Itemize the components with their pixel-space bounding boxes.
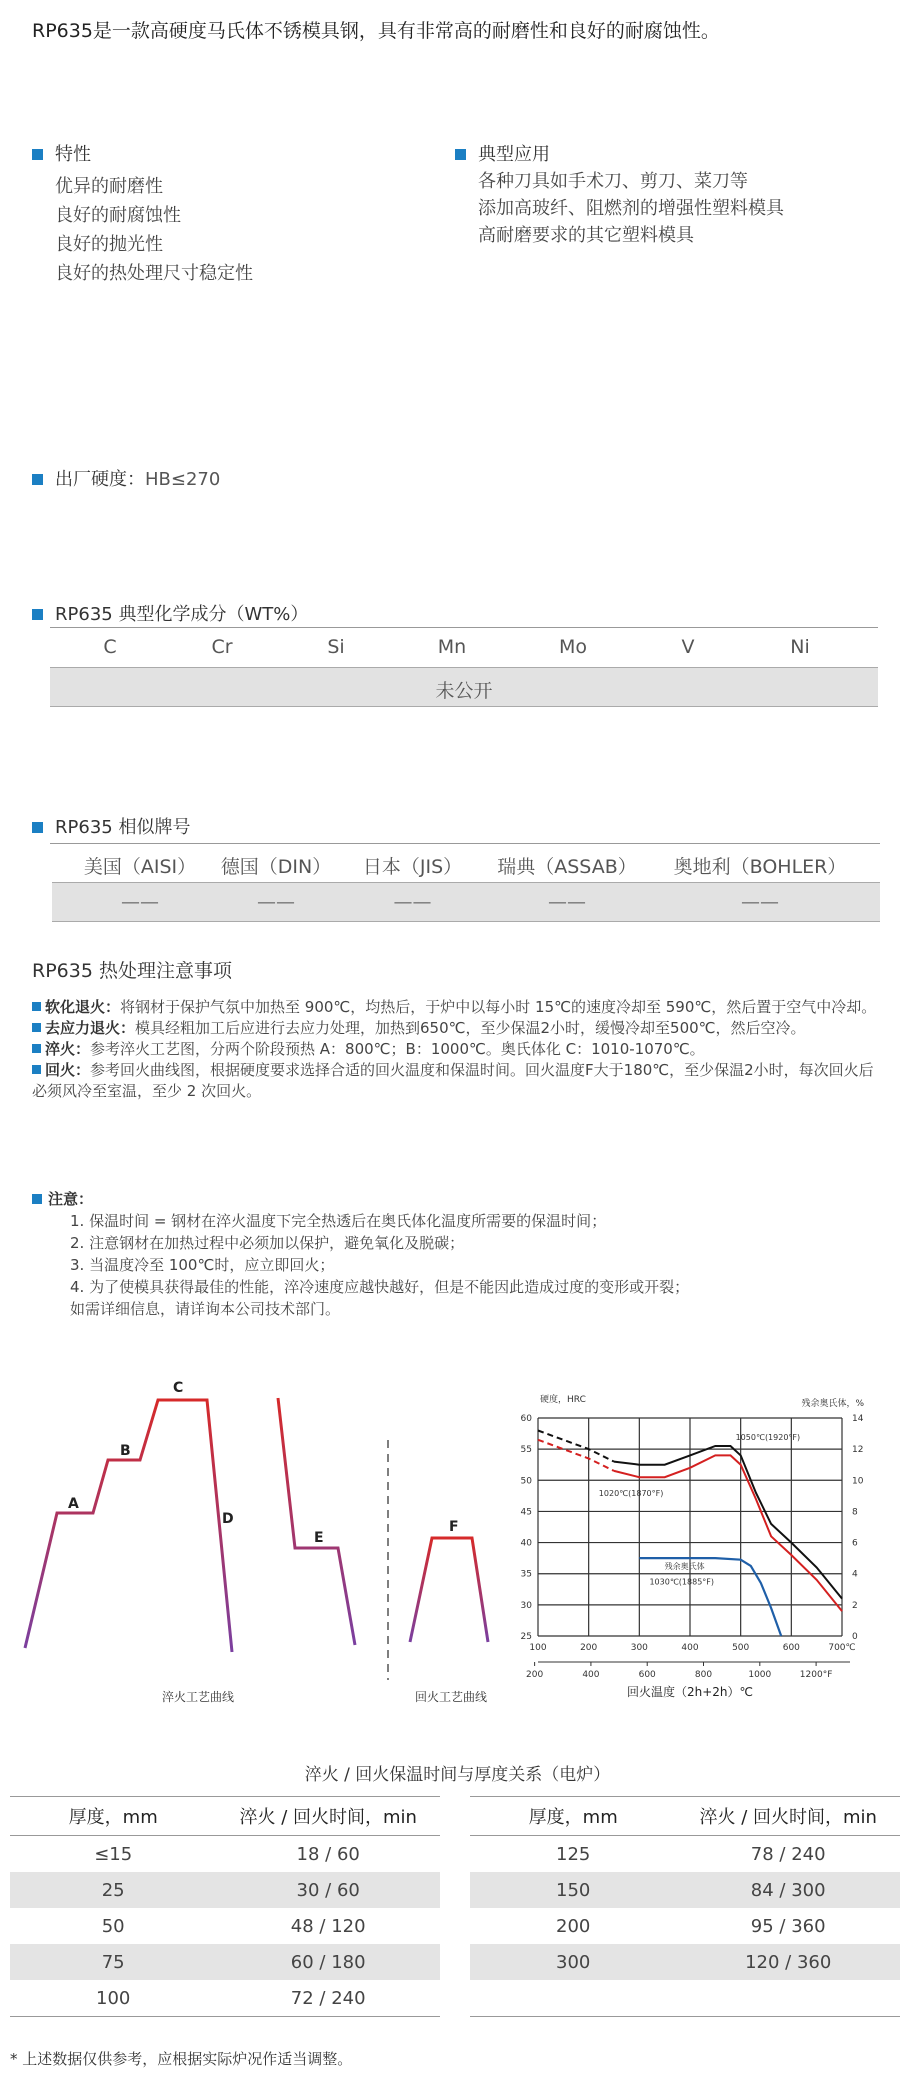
bullet-square-icon bbox=[455, 149, 466, 160]
x-tick-label: 700℃ bbox=[828, 1643, 856, 1653]
table-cell: ≤15 bbox=[94, 1843, 133, 1865]
hardness-line bbox=[32, 465, 220, 491]
column-header: 奥地利（BOHLER） bbox=[673, 856, 847, 878]
column-header: C bbox=[103, 636, 117, 658]
column-header: 日本（JIS） bbox=[362, 856, 463, 878]
hardness-label: 出厂硬度： bbox=[55, 469, 145, 490]
features-title: 特性 bbox=[55, 144, 91, 165]
note-line: 4. 为了使模具获得最佳的性能，淬冷速度应越快越好，但是不能因此造成过度的变形或开裂； bbox=[70, 1278, 690, 1296]
grades-title: RP635 相似牌号 bbox=[55, 817, 191, 838]
list-item bbox=[32, 1018, 882, 1039]
stage-label: A bbox=[68, 1496, 79, 1512]
list-item bbox=[32, 997, 882, 1018]
applications-title: 典型应用 bbox=[478, 144, 550, 165]
x-axis-title: 回火温度（2h+2h）℃ bbox=[626, 1685, 754, 1699]
table-cell: 78 / 240 bbox=[750, 1843, 826, 1865]
table-cell: 84 / 300 bbox=[676, 1872, 900, 1908]
table-cell: 18 / 60 bbox=[296, 1843, 360, 1865]
column-header: 淬火 / 回火时间，min bbox=[676, 1797, 900, 1836]
stage-label: C bbox=[173, 1380, 184, 1396]
series-line-blue bbox=[639, 1558, 781, 1636]
hardness-value: HB≤270 bbox=[145, 469, 221, 490]
annotation: 1050℃(1920°F) bbox=[735, 1432, 801, 1442]
f-tick-label: 600 bbox=[638, 1670, 656, 1680]
f-tick-label: 400 bbox=[582, 1670, 600, 1680]
column-header: Cr bbox=[211, 636, 233, 658]
list-item: 良好的热处理尺寸稳定性 bbox=[55, 263, 253, 284]
y2-tick-label: 2 bbox=[852, 1600, 858, 1611]
list-item bbox=[32, 1039, 882, 1060]
table-row bbox=[10, 1908, 440, 1944]
table-row bbox=[10, 1836, 440, 1873]
column-header: Si bbox=[327, 636, 345, 658]
list-item: 各种刀具如手术刀、剪刀、菜刀等 bbox=[478, 171, 748, 192]
note-line: 1. 保温时间 = 钢材在淬火温度下完全热透后在奥氏体化温度所需要的保温时间； bbox=[70, 1212, 607, 1230]
applications-section bbox=[455, 140, 784, 249]
applications-list bbox=[478, 168, 784, 249]
y-tick-label: 30 bbox=[520, 1600, 532, 1611]
table-row bbox=[470, 1908, 900, 1944]
table-cell bbox=[676, 1980, 900, 2017]
column-header: 厚度，mm bbox=[470, 1797, 676, 1836]
table-cell: 125 bbox=[556, 1843, 591, 1865]
table-rule bbox=[50, 627, 878, 628]
bullet-square-icon bbox=[32, 1002, 41, 1011]
quench-curve bbox=[25, 1400, 232, 1652]
table-cell: —— bbox=[548, 891, 586, 913]
table-cell: 75 bbox=[10, 1944, 216, 1980]
bullet-square-icon bbox=[32, 822, 43, 833]
column-header: 美国（AISI） bbox=[83, 856, 197, 878]
table-cell: 50 bbox=[101, 1915, 125, 1937]
y-tick-label: 45 bbox=[520, 1507, 532, 1518]
series-line-black bbox=[614, 1446, 842, 1599]
x-tick-label: 200 bbox=[580, 1643, 598, 1653]
table-cell: 72 / 240 bbox=[216, 1980, 440, 2017]
x-tick-label: 500 bbox=[732, 1643, 750, 1653]
bullet-square-icon bbox=[32, 1044, 41, 1053]
f-tick-label: 200 bbox=[526, 1670, 544, 1680]
table-cell bbox=[470, 1980, 676, 2017]
footnote: * 上述数据仅供参考，应根据实际炉况作适当调整。 bbox=[10, 2050, 353, 2068]
bullet-square-icon bbox=[32, 1023, 41, 1032]
x-tick-label: 300 bbox=[630, 1643, 648, 1653]
thickness-table-title: 淬火 / 回火保温时间与厚度关系（电炉） bbox=[304, 1765, 611, 1785]
table-cell: —— bbox=[121, 891, 159, 913]
notes-section bbox=[32, 1188, 689, 1320]
table-row bbox=[10, 1944, 440, 1980]
table-row bbox=[470, 1980, 900, 2017]
x-tick-label: 100 bbox=[529, 1643, 547, 1653]
y2-tick-label: 8 bbox=[852, 1507, 858, 1518]
table-cell: 150 bbox=[470, 1872, 676, 1908]
intro-text: RP635是一款高硬度马氏体不锈模具钢，具有非常高的耐磨性和良好的耐腐蚀性。 bbox=[32, 20, 720, 42]
table-row bbox=[10, 1872, 440, 1908]
table-cell: 60 / 180 bbox=[216, 1944, 440, 1980]
item-text: 参考回火曲线图，根据硬度要求选择合适的回火温度和保温时间。回火温度F大于180℃，至少保温2小时，每次回火后必须风冷至室温，至少 2 次回火。 bbox=[32, 1061, 874, 1100]
column-header: Mo bbox=[558, 636, 588, 658]
column-header: 德国（DIN） bbox=[220, 856, 332, 878]
series-line-black-dashed bbox=[538, 1431, 614, 1462]
column-header: 瑞典（ASSAB） bbox=[497, 856, 637, 878]
f-tick-label: 1000 bbox=[748, 1670, 772, 1680]
bullet-square-icon bbox=[32, 149, 43, 160]
series-line-red bbox=[614, 1455, 842, 1611]
features-section bbox=[32, 140, 253, 288]
list-item: 优异的耐磨性 bbox=[55, 176, 163, 197]
stage-label: D bbox=[222, 1511, 234, 1527]
heat-treatment-list bbox=[32, 997, 882, 1102]
note-line: 3. 当温度冷至 100℃时，应立即回火； bbox=[70, 1256, 335, 1274]
table-cell: 100 bbox=[10, 1980, 216, 2017]
temper-curve-f bbox=[410, 1538, 488, 1642]
table-cell: —— bbox=[393, 891, 432, 913]
column-header: 淬火 / 回火时间，min bbox=[216, 1797, 440, 1836]
table-row bbox=[470, 1872, 900, 1908]
table-row bbox=[470, 1836, 900, 1873]
thickness-table-left bbox=[10, 1796, 440, 2017]
item-label: 去应力退火： bbox=[45, 1019, 136, 1037]
bullet-square-icon bbox=[32, 609, 43, 620]
column-header: 厚度，mm bbox=[10, 1797, 216, 1836]
y-axis-title: 硬度，HRC bbox=[540, 1395, 586, 1405]
bullet-square-icon bbox=[32, 1065, 41, 1074]
bullet-square-icon bbox=[32, 474, 43, 485]
stage-label: F bbox=[449, 1519, 459, 1535]
item-label: 软化退火： bbox=[45, 998, 121, 1016]
composition-title-line bbox=[32, 600, 308, 626]
column-header: Mn bbox=[437, 636, 467, 658]
item-text: 参考淬火工艺图，分两个阶段预热 A：800℃；B：1000℃。奥氏体化 C：1010-1070℃。 bbox=[90, 1040, 705, 1058]
table-rule bbox=[50, 843, 880, 844]
table-cell: 48 / 120 bbox=[290, 1915, 366, 1937]
annotation: 残余奥氏体 bbox=[664, 1562, 705, 1572]
table-header-row bbox=[10, 1797, 440, 1836]
list-item: 良好的耐腐蚀性 bbox=[55, 205, 181, 226]
y-tick-label: 55 bbox=[520, 1445, 532, 1456]
thickness-table-right bbox=[470, 1796, 900, 2017]
y2-tick-label: 0 bbox=[852, 1632, 858, 1642]
y-tick-label: 50 bbox=[520, 1476, 532, 1487]
temper-curve-e bbox=[278, 1398, 355, 1645]
f-tick-label: 800 bbox=[694, 1670, 713, 1680]
list-item: 高耐磨要求的其它塑料模具 bbox=[478, 225, 694, 246]
grades-title-line bbox=[32, 813, 190, 839]
features-list bbox=[55, 172, 253, 288]
table-cell: 200 bbox=[556, 1915, 591, 1937]
table-row bbox=[470, 1944, 900, 1980]
table-header-row bbox=[470, 1797, 900, 1836]
annotation: 1030℃(1885°F) bbox=[649, 1577, 715, 1587]
f-tick-label: 1200°F bbox=[799, 1670, 833, 1680]
item-label: 淬火： bbox=[45, 1040, 91, 1058]
item-text: 模具经粗加工后应进行去应力处理，加热到650℃，至少保温2小时，缓慢冷却至500℃，然后空冷。 bbox=[135, 1019, 806, 1037]
notes-title: 注意： bbox=[48, 1190, 94, 1208]
composition-title: RP635 典型化学成分（WT%） bbox=[55, 604, 309, 625]
y-tick-label: 40 bbox=[520, 1538, 532, 1549]
bullet-square-icon bbox=[32, 1194, 42, 1204]
y-tick-label: 60 bbox=[520, 1414, 532, 1424]
column-header: V bbox=[681, 636, 695, 658]
table-row bbox=[10, 1980, 440, 2017]
table-cell: 120 / 360 bbox=[676, 1944, 900, 1980]
table-cell: 25 bbox=[10, 1872, 216, 1908]
y2-tick-label: 12 bbox=[852, 1445, 864, 1456]
x-tick-label: 400 bbox=[681, 1643, 699, 1653]
annotation: 1020℃(1870°F) bbox=[598, 1488, 664, 1498]
x-tick-label: 600 bbox=[782, 1643, 800, 1653]
tempering-chart bbox=[500, 1378, 880, 1708]
quench-caption: 淬火工艺曲线 bbox=[162, 1690, 235, 1704]
y-tick-label: 35 bbox=[520, 1569, 532, 1580]
process-diagram bbox=[0, 1360, 500, 1720]
stage-label: B bbox=[120, 1443, 131, 1459]
note-line: 如需详细信息，请详询本公司技术部门。 bbox=[70, 1300, 341, 1318]
table-cell: 300 bbox=[470, 1944, 676, 1980]
y-tick-label: 25 bbox=[520, 1632, 532, 1642]
table-cell: 95 / 360 bbox=[750, 1915, 826, 1937]
y2-tick-label: 10 bbox=[852, 1476, 864, 1487]
column-header: Ni bbox=[790, 636, 810, 658]
temper-caption: 回火工艺曲线 bbox=[415, 1690, 488, 1704]
y2-tick-label: 6 bbox=[852, 1538, 858, 1549]
item-text: 将钢材于保护气氛中加热至 900℃，均热后，于炉中以每小时 15℃的速度冷却至 590℃，然后置于空气中冷却。 bbox=[120, 998, 877, 1016]
table-cell: —— bbox=[741, 891, 779, 913]
table-cell: —— bbox=[257, 891, 295, 913]
list-item: 添加高玻纤、阻燃剂的增强性塑料模具 bbox=[478, 198, 784, 219]
list-item: 良好的抛光性 bbox=[55, 234, 163, 255]
note-line: 2. 注意钢材在加热过程中必须加以保护，避免氧化及脱碳； bbox=[70, 1234, 465, 1252]
item-label: 回火： bbox=[45, 1061, 91, 1079]
stage-label: E bbox=[314, 1530, 324, 1546]
y2-tick-label: 14 bbox=[852, 1414, 864, 1424]
y2-tick-label: 4 bbox=[852, 1569, 858, 1580]
y2-axis-title: 残余奥氏体，% bbox=[801, 1399, 864, 1409]
list-item bbox=[32, 1060, 882, 1102]
heat-treatment-title: RP635 热处理注意事项 bbox=[32, 960, 232, 982]
composition-value: 未公开 bbox=[435, 680, 493, 702]
table-cell: 30 / 60 bbox=[216, 1872, 440, 1908]
